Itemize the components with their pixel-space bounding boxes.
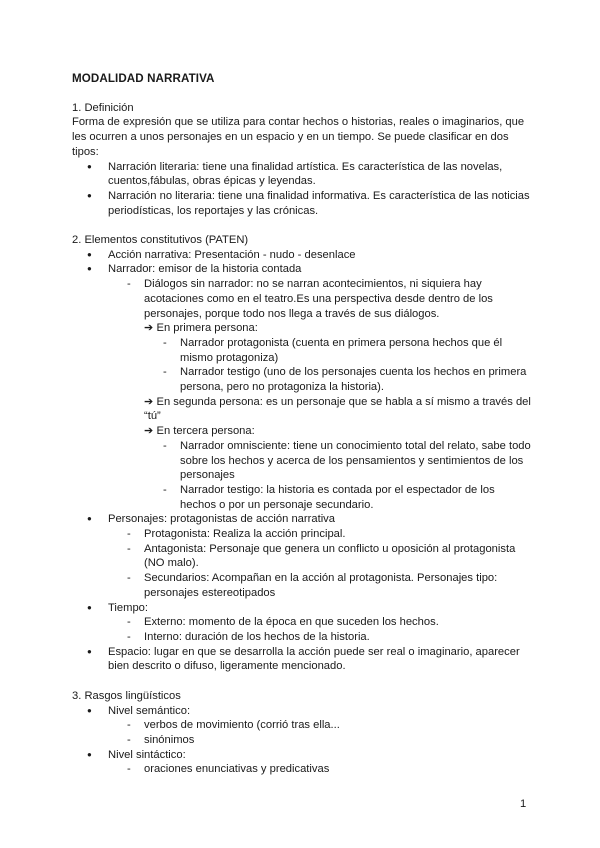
arrow-item: ➔ En primera persona:: [144, 322, 258, 335]
sub-list-item: - Diálogos sin narrador: no se narran acontecimientos, ni siquiera hay acotaciones como en el teatro.Es una perspectiva desde dentro de los personajes, porque todo nos llega a través de sus diálogos.: [72, 277, 532, 321]
section-2-heading: 2. Elementos constitutivos (PATEN): [72, 234, 249, 247]
elements-list: [72, 248, 532, 674]
sub-list-item: - Interno: duración de los hechos de la historia.: [72, 630, 532, 645]
arrow-item: ➔ En segunda persona: es un personaje que se habla a sí mismo a través del “tú”: [144, 395, 531, 423]
list-item: ● Narración no literaria: tiene una finalidad informativa. Es característica de las noticias periodísticas, los reportajes y las crónicas.: [72, 189, 532, 218]
sub-list-item: - Secundarios: Acompañan en la acción al protagonista. Personajes tipo: personajes estereotipados: [72, 571, 532, 600]
list-item: ● Espacio: lugar en que se desarrolla la acción puede ser real o imaginario, aparecer bien descrito o difuso, ligeramente mencionado.: [72, 645, 532, 674]
list-item: ● Narración literaria: tiene una finalidad artística. Es característica de las novelas, cuentos,fábulas, obras épicas y leyendas.: [72, 160, 532, 189]
sub-list-item: - Externo: momento de la época en que suceden los hechos.: [72, 615, 532, 630]
sub-sub-list-item: - Narrador testigo (uno de los personajes cuenta los hechos en primera persona, pero no protagoniza la historia).: [72, 365, 532, 394]
document-body: [72, 72, 532, 777]
sub-list-item: - Protagonista: Realiza la acción principal.: [72, 527, 532, 542]
list-item: ● Narrador: emisor de la historia contada: [72, 262, 532, 277]
arrow-item: ➔ En tercera persona:: [144, 425, 255, 438]
sub-sub-list-item: - Narrador protagonista (cuenta en primera persona hechos que él mismo protagoniza): [72, 336, 532, 365]
list-item: ● Tiempo:: [72, 601, 532, 616]
section-1-heading: 1. Definición: [72, 101, 134, 114]
list-item: ● Acción narrativa: Presentación - nudo - desenlace: [72, 248, 532, 263]
sub-list-item: - oraciones enunciativas y predicativas: [72, 762, 532, 777]
linguistic-features-list: [72, 704, 532, 778]
section-3-heading: 3. Rasgos lingüísticos: [72, 689, 181, 702]
list-item: ● Nivel sintáctico:: [72, 748, 532, 763]
document-title: MODALIDAD NARRATIVA: [72, 72, 215, 85]
list-item: ● Nivel semántico:: [72, 704, 532, 719]
sub-list-item: - verbos de movimiento (corrió tras ella...: [72, 718, 532, 733]
sub-list-item: - Antagonista: Personaje que genera un conflicto u oposición al protagonista (NO malo).: [72, 542, 532, 571]
definition-paragraph: Forma de expresión que se utiliza para contar hechos o historias, reales o imaginarios, que les ocurren a unos personajes en un espacio y en un tiempo. Se puede clasificar en dos tipos:: [72, 116, 525, 158]
sub-sub-list-item: - Narrador omnisciente: tiene un conocimiento total del relato, sabe todo sobre los hechos y acerca de los pensamientos y sentimientos de los personajes: [72, 439, 532, 483]
sub-list-item: - sinónimos: [72, 733, 532, 748]
page-number: 1: [520, 798, 527, 810]
list-item: ● Personajes: protagonistas de acción narrativa: [72, 512, 532, 527]
sub-sub-list-item: - Narrador testigo: la historia es contada por el espectador de los hechos o por un personaje secundario.: [72, 483, 532, 512]
narration-types-list: [72, 160, 532, 219]
